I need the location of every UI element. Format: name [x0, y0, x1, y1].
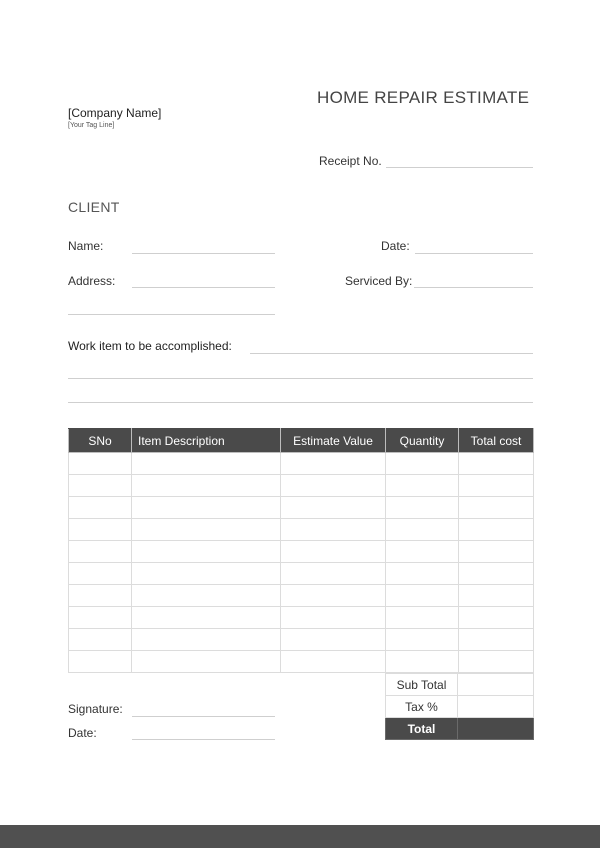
receipt-number-field[interactable] — [386, 167, 533, 168]
cell-estimate-value[interactable] — [281, 453, 386, 475]
cell-quantity[interactable] — [386, 453, 459, 475]
cell-total-cost[interactable] — [459, 607, 534, 629]
tax-label: Tax % — [386, 696, 458, 718]
cell-item-description[interactable] — [132, 607, 281, 629]
sub-total-label: Sub Total — [386, 674, 458, 696]
column-header-estimate-value: Estimate Value — [281, 429, 386, 453]
cell-quantity[interactable] — [386, 651, 459, 673]
work-item-field-line2[interactable] — [68, 378, 533, 379]
cell-total-cost[interactable] — [459, 541, 534, 563]
signature-label: Signature: — [68, 702, 123, 716]
cell-quantity[interactable] — [386, 607, 459, 629]
cell-total-cost[interactable] — [459, 651, 534, 673]
client-address-field[interactable] — [132, 287, 275, 288]
signature-field[interactable] — [132, 716, 275, 717]
cell-quantity[interactable] — [386, 519, 459, 541]
cell-item-description[interactable] — [132, 629, 281, 651]
total-row — [386, 718, 534, 740]
cell-total-cost[interactable] — [459, 519, 534, 541]
cell-item-description[interactable] — [132, 497, 281, 519]
cell-quantity[interactable] — [386, 475, 459, 497]
table-row — [69, 585, 534, 607]
table-row — [69, 519, 534, 541]
client-name-field[interactable] — [132, 253, 275, 254]
cell-estimate-value[interactable] — [281, 541, 386, 563]
serviced-by-label: Serviced By: — [345, 274, 413, 288]
cell-estimate-value[interactable] — [281, 519, 386, 541]
work-item-field-line3[interactable] — [68, 402, 533, 403]
signature-date-field[interactable] — [132, 739, 275, 740]
cell-quantity[interactable] — [386, 497, 459, 519]
cell-quantity[interactable] — [386, 563, 459, 585]
date-label: Date: — [381, 239, 410, 253]
cell-item-description[interactable] — [132, 475, 281, 497]
client-section-title: CLIENT — [68, 199, 120, 215]
company-name: [Company Name] — [68, 106, 162, 120]
cell-sno[interactable] — [69, 497, 132, 519]
cell-sno[interactable] — [69, 453, 132, 475]
cell-total-cost[interactable] — [459, 475, 534, 497]
sub-total-value-cell[interactable] — [458, 674, 534, 696]
document-title: HOME REPAIR ESTIMATE — [317, 88, 530, 107]
cell-sno[interactable] — [69, 475, 132, 497]
table-header-row — [69, 429, 534, 453]
cell-total-cost[interactable] — [459, 497, 534, 519]
cell-sno[interactable] — [69, 519, 132, 541]
column-header-quantity: Quantity — [386, 429, 459, 453]
table-row — [69, 475, 534, 497]
cell-estimate-value[interactable] — [281, 629, 386, 651]
sub-total-row — [386, 674, 534, 696]
cell-item-description[interactable] — [132, 585, 281, 607]
cell-quantity[interactable] — [386, 629, 459, 651]
cell-sno[interactable] — [69, 607, 132, 629]
serviced-by-field[interactable] — [414, 287, 533, 288]
receipt-number-label: Receipt No. — [319, 154, 382, 168]
cell-sno[interactable] — [69, 585, 132, 607]
estimate-items-table — [68, 428, 534, 673]
company-tag-line: [Your Tag Line] — [68, 122, 115, 129]
cell-quantity[interactable] — [386, 585, 459, 607]
cell-sno[interactable] — [69, 629, 132, 651]
cell-item-description[interactable] — [132, 453, 281, 475]
cell-item-description[interactable] — [132, 651, 281, 673]
date-field[interactable] — [415, 253, 533, 254]
cell-total-cost[interactable] — [459, 563, 534, 585]
cell-estimate-value[interactable] — [281, 563, 386, 585]
work-item-field[interactable] — [250, 353, 533, 354]
cell-sno[interactable] — [69, 651, 132, 673]
column-header-sno: SNo — [69, 429, 132, 453]
cell-estimate-value[interactable] — [281, 497, 386, 519]
total-label: Total — [386, 718, 458, 740]
signature-date-label: Date: — [68, 726, 97, 740]
client-name-label: Name: — [68, 239, 104, 253]
footer-bar — [0, 825, 600, 848]
cell-estimate-value[interactable] — [281, 475, 386, 497]
table-row — [69, 541, 534, 563]
cell-total-cost[interactable] — [459, 453, 534, 475]
tax-row — [386, 696, 534, 718]
table-row — [69, 651, 534, 673]
table-row — [69, 497, 534, 519]
cell-estimate-value[interactable] — [281, 585, 386, 607]
work-item-label: Work item to be accomplished: — [68, 339, 232, 353]
client-address-label: Address: — [68, 274, 116, 288]
cell-quantity[interactable] — [386, 541, 459, 563]
column-header-total-cost: Total cost — [459, 429, 534, 453]
cell-item-description[interactable] — [132, 519, 281, 541]
totals-table — [385, 673, 534, 740]
cell-total-cost[interactable] — [459, 629, 534, 651]
cell-item-description[interactable] — [132, 563, 281, 585]
cell-item-description[interactable] — [132, 541, 281, 563]
cell-estimate-value[interactable] — [281, 651, 386, 673]
tax-value-cell[interactable] — [458, 696, 534, 718]
table-row — [69, 453, 534, 475]
table-row — [69, 607, 534, 629]
table-row — [69, 563, 534, 585]
column-header-item-description: Item Description — [132, 429, 281, 453]
cell-estimate-value[interactable] — [281, 607, 386, 629]
table-row — [69, 629, 534, 651]
cell-sno[interactable] — [69, 563, 132, 585]
cell-sno[interactable] — [69, 541, 132, 563]
cell-total-cost[interactable] — [459, 585, 534, 607]
client-address-field-line2[interactable] — [68, 314, 275, 315]
total-value-cell[interactable] — [458, 718, 534, 740]
